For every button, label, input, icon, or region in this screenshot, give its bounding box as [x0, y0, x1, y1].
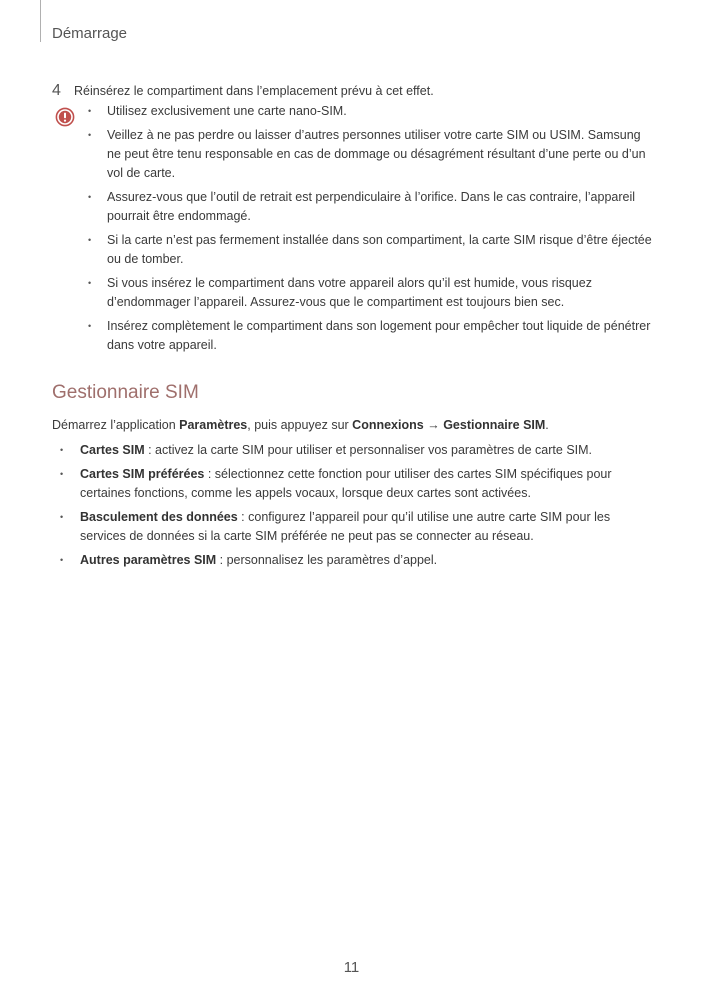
- feature-description: : activez la carte SIM pour utiliser et personnaliser vos paramètres de carte SIM.: [144, 443, 593, 457]
- intro-paragraph: [52, 416, 652, 435]
- feature-item: [60, 441, 655, 460]
- arrow-icon: →: [427, 418, 440, 432]
- caution-item: • Veillez à ne pas perdre ou laisser d’autres personnes utiliser votre carte SIM ou USIM. Samsung ne peut être tenu responsable en cas de dommage ou désagrément résultant d’une perte ou d’un vol de carte.: [88, 126, 653, 183]
- caution-item: • Insérez complètement le compartiment dans son logement pour empêcher tout liquide de pénétrer dans votre appareil.: [88, 317, 653, 355]
- step-4: [52, 82, 652, 100]
- feature-term: Cartes SIM préférées: [80, 467, 205, 481]
- caution-list: [88, 102, 653, 360]
- intro-prefix: Démarrez l’application: [52, 418, 180, 432]
- caution-icon: [55, 107, 75, 127]
- feature-description: : personnalisez les paramètres d’appel.: [216, 553, 438, 567]
- feature-term: Basculement des données: [80, 510, 238, 524]
- feature-list: [60, 441, 655, 575]
- intro-suffix: .: [545, 418, 549, 432]
- intro-target-name: Gestionnaire SIM: [443, 418, 546, 432]
- caution-item: • Assurez-vous que l’outil de retrait est perpendiculaire à l’orifice. Dans le cas contraire, l’appareil pourrait être endommagé.: [88, 188, 653, 226]
- page-number: 11: [343, 959, 360, 976]
- intro-menu-name: Connexions: [352, 418, 424, 432]
- intro-middle: , puis appuyez sur: [247, 418, 353, 432]
- feature-description: : configurez l’appareil pour qu’il utilise une autre carte SIM pour les services de données si la carte SIM préférée ne peut pas se connecter au réseau.: [80, 510, 611, 543]
- caution-item: • Si vous insérez le compartiment dans votre appareil alors qu’il est humide, vous risquez d’endommager l’appareil. Assurez-vous que le compartiment est toujours bien sec.: [88, 274, 653, 312]
- feature-term: Autres paramètres SIM: [80, 553, 217, 567]
- header-divider: [40, 0, 41, 42]
- caution-item: • Si la carte n’est pas fermement installée dans son compartiment, la carte SIM risque d’être éjectée ou de tomber.: [88, 231, 653, 269]
- header-title: Démarrage: [52, 25, 128, 42]
- feature-item: [60, 465, 655, 503]
- step-text: Réinsérez le compartiment dans l’emplacement prévu à cet effet.: [74, 84, 434, 98]
- feature-term: Cartes SIM: [80, 443, 145, 457]
- intro-app-name: Paramètres: [179, 418, 248, 432]
- feature-description: : sélectionnez cette fonction pour utiliser des cartes SIM spécifiques pour certaines fonctions, comme les appels vocaux, lorsque deux cartes sont activées.: [80, 467, 612, 500]
- step-number: 4: [52, 82, 61, 99]
- feature-item: [60, 551, 655, 570]
- caution-item: • Utilisez exclusivement une carte nano-SIM.: [88, 102, 653, 121]
- section-heading: Gestionnaire SIM: [52, 382, 199, 403]
- feature-item: [60, 508, 655, 546]
